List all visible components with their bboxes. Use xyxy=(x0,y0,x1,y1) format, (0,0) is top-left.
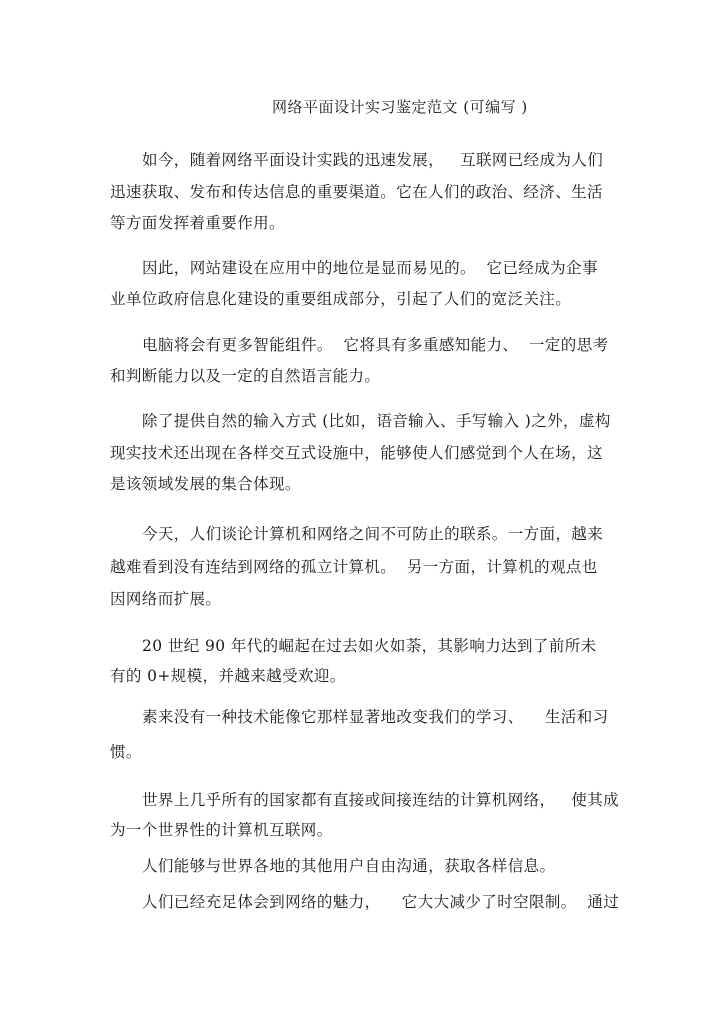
paragraph-6-line-2: 有的 0+规模，并越来越受欢迎。 xyxy=(110,667,346,685)
paragraph-8-line-2: 为一个世界性的计算机互联网。 xyxy=(110,821,333,839)
paragraph-5-line-3: 因网络而扩展。 xyxy=(110,590,222,608)
paragraph-2-line-1: 因此，网站建设在应用中的地位是显而易见的。 它已经成为企事 xyxy=(142,259,598,277)
paragraph-5-line-2: 越难看到没有连结到网络的孤立计算机。 另一方面，计算机的观点也 xyxy=(110,558,598,576)
paragraph-3-line-1: 电脑将会有更多智能组件。 它将具有多重感知能力、 一定的思考 xyxy=(142,336,609,354)
paragraph-1-line-3: 等方面发挥着重要作用。 xyxy=(110,214,285,232)
paragraph-4-line-1: 除了提供自然的输入方式 (比如，语音输入、手写输入 )之外，虚构 xyxy=(142,412,611,430)
document-title: 网络平面设计实习鉴定范文 (可编写 ) xyxy=(272,98,528,116)
paragraph-10-line-1: 人们已经充足体会到网络的魅力， 它大大减少了时空限制。 通过 xyxy=(142,893,620,911)
paragraph-1-line-1: 如今，随着网络平面设计实践的迅速发展， 互联网已经成为人们 xyxy=(142,151,604,169)
paragraph-5-line-1: 今天，人们谈论计算机和网络之间不可防止的联系。一方面，越来 xyxy=(142,525,604,543)
paragraph-7-line-1: 素来没有一种技术能像它那样显著地改变我们的学习、 生活和习 xyxy=(142,708,609,726)
paragraph-2-line-2: 业单位政府信息化建设的重要组成部分，引起了人们的宽泛关注。 xyxy=(110,290,572,308)
paragraph-4-line-3: 是该领域发展的集合体现。 xyxy=(110,475,301,493)
paragraph-6-line-1: 20 世纪 90 年代的崛起在过去如火如荼，其影响力达到了前所未 xyxy=(142,637,597,655)
paragraph-1-line-2: 迅速获取、发布和传达信息的重要渠道。它在人们的政治、经济、生活 xyxy=(110,183,603,201)
paragraph-8-line-1: 世界上几乎所有的国家都有直接或间接连结的计算机网络， 使其成 xyxy=(142,791,620,809)
paragraph-9-line-1: 人们能够与世界各地的其他用户自由沟通，获取各样信息。 xyxy=(142,857,556,875)
paragraph-4-line-2: 现实技术还出现在各样交互式设施中，能够使人们感觉到个人在场，这 xyxy=(110,444,603,462)
paragraph-3-line-2: 和判断能力以及一定的自然语言能力。 xyxy=(110,367,381,385)
paragraph-7-line-2: 惯。 xyxy=(110,743,142,761)
